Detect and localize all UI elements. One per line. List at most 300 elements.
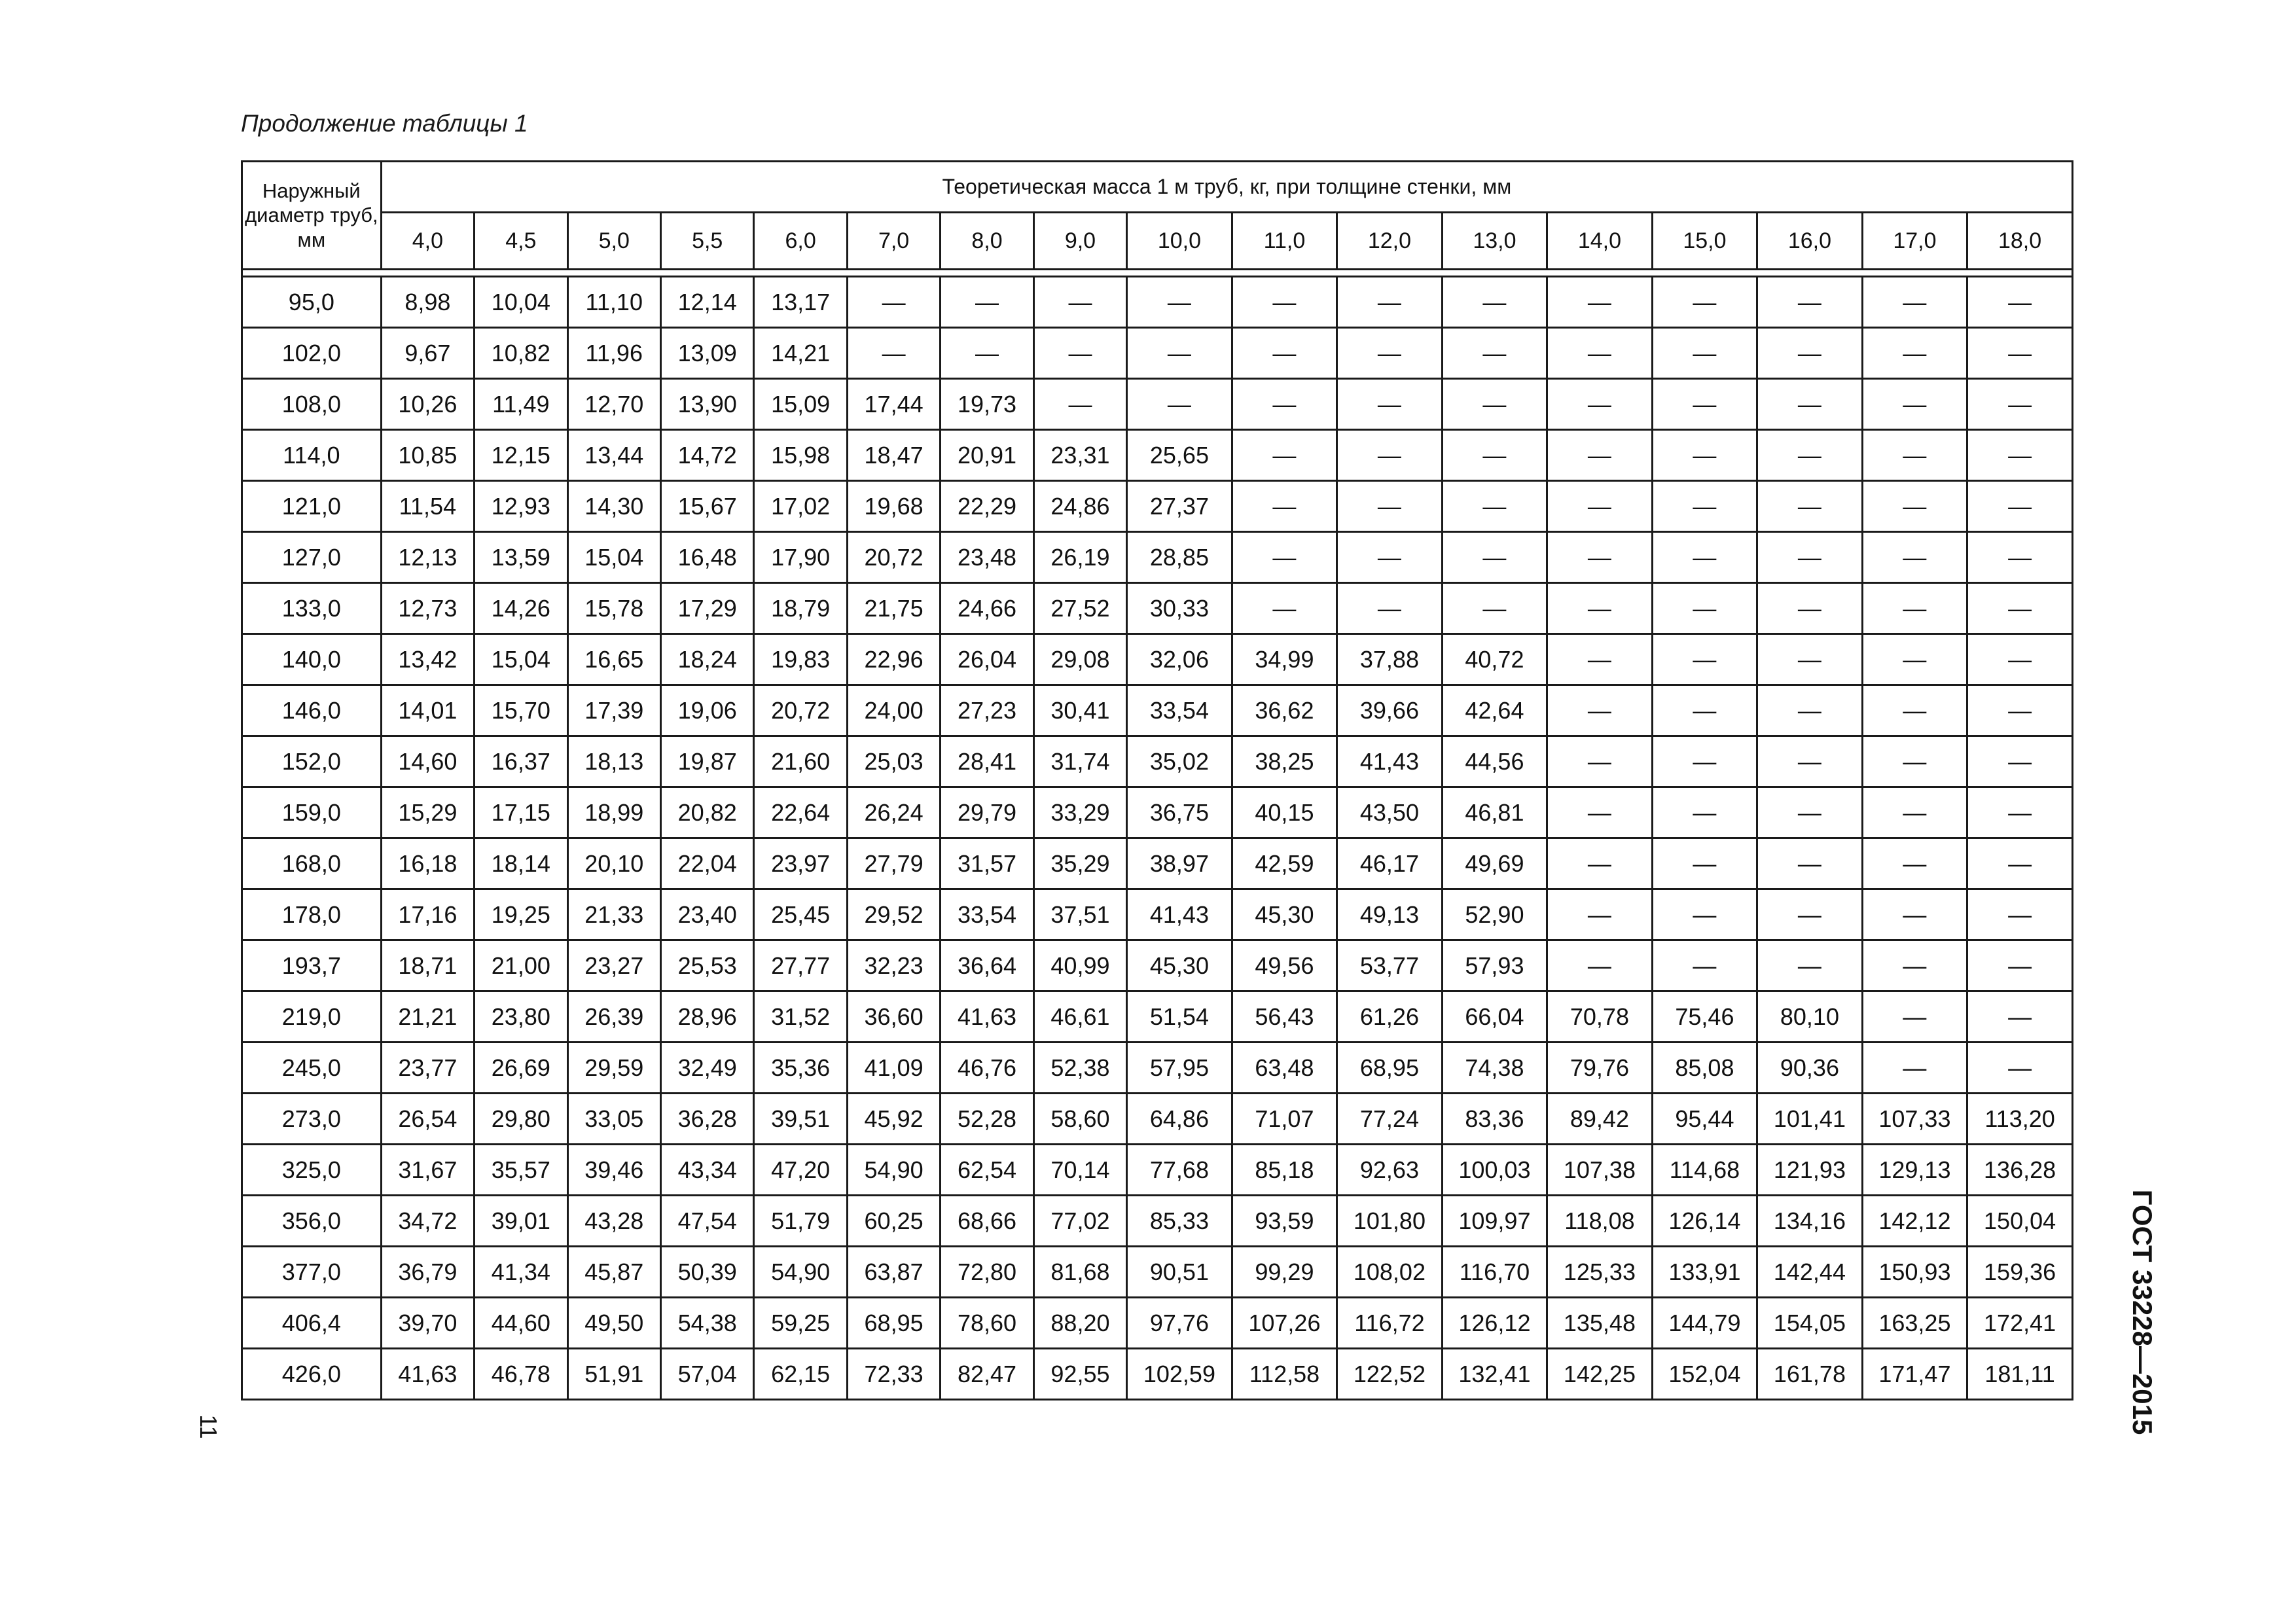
- mass-cell: 132,41: [1442, 1349, 1547, 1400]
- diameter-cell: 95,0: [242, 277, 382, 328]
- table-row: [242, 1094, 2073, 1145]
- mass-cell: 116,72: [1337, 1298, 1443, 1349]
- diameter-cell: 219,0: [242, 991, 382, 1043]
- mass-cell: —: [1862, 481, 1967, 532]
- mass-cell: 36,75: [1127, 787, 1232, 838]
- mass-cell: 52,38: [1033, 1043, 1126, 1094]
- mass-cell: 10,85: [381, 430, 474, 481]
- mass-cell: 15,09: [754, 379, 847, 430]
- diameter-cell: 245,0: [242, 1043, 382, 1094]
- diameter-cell: 102,0: [242, 328, 382, 379]
- table-row: [242, 991, 2073, 1043]
- diameter-cell: 108,0: [242, 379, 382, 430]
- mass-cell: 47,54: [660, 1196, 753, 1247]
- mass-cell: 16,37: [475, 736, 567, 787]
- mass-cell: 28,41: [941, 736, 1033, 787]
- mass-cell: —: [1232, 532, 1337, 583]
- mass-cell: 12,15: [475, 430, 567, 481]
- mass-cell: —: [1127, 328, 1232, 379]
- mass-cell: 23,40: [660, 889, 753, 940]
- mass-cell: 35,57: [475, 1145, 567, 1196]
- mass-cell: —: [1442, 481, 1547, 532]
- mass-cell: 19,73: [941, 379, 1033, 430]
- mass-cell: —: [1442, 328, 1547, 379]
- mass-cell: —: [1967, 1043, 2073, 1094]
- mass-cell: —: [1862, 736, 1967, 787]
- mass-cell: 19,83: [754, 634, 847, 685]
- mass-cell: 20,10: [567, 838, 660, 889]
- table-row: [242, 940, 2073, 991]
- mass-cell: —: [1232, 328, 1337, 379]
- mass-cell: 58,60: [1033, 1094, 1126, 1145]
- mass-cell: —: [1337, 328, 1443, 379]
- mass-cell: —: [1862, 940, 1967, 991]
- mass-cell: —: [941, 277, 1033, 328]
- mass-cell: 62,15: [754, 1349, 847, 1400]
- mass-cell: 46,76: [941, 1043, 1033, 1094]
- mass-cell: 13,44: [567, 430, 660, 481]
- mass-cell: 26,54: [381, 1094, 474, 1145]
- mass-cell: 24,00: [847, 685, 940, 736]
- mass-cell: 20,91: [941, 430, 1033, 481]
- mass-cell: —: [1967, 481, 2073, 532]
- mass-cell: 92,55: [1033, 1349, 1126, 1400]
- mass-cell: 80,10: [1757, 991, 1863, 1043]
- header-thickness-cell: 13,0: [1442, 213, 1547, 270]
- mass-cell: 51,91: [567, 1349, 660, 1400]
- mass-cell: 49,56: [1232, 940, 1337, 991]
- mass-cell: 150,04: [1967, 1196, 2073, 1247]
- mass-cell: —: [1127, 277, 1232, 328]
- mass-cell: —: [1967, 583, 2073, 634]
- mass-cell: 20,72: [754, 685, 847, 736]
- mass-cell: 57,93: [1442, 940, 1547, 991]
- mass-cell: 28,96: [660, 991, 753, 1043]
- mass-cell: —: [1967, 685, 2073, 736]
- mass-cell: —: [1757, 481, 1863, 532]
- mass-cell: 15,04: [567, 532, 660, 583]
- mass-cell: 88,20: [1033, 1298, 1126, 1349]
- mass-cell: 54,90: [847, 1145, 940, 1196]
- mass-cell: 19,87: [660, 736, 753, 787]
- mass-cell: —: [1547, 379, 1653, 430]
- header-thickness-cell: 17,0: [1862, 213, 1967, 270]
- mass-cell: 83,36: [1442, 1094, 1547, 1145]
- mass-cell: 17,02: [754, 481, 847, 532]
- mass-cell: 23,31: [1033, 430, 1126, 481]
- mass-cell: 14,30: [567, 481, 660, 532]
- table-row: [242, 1349, 2073, 1400]
- mass-cell: —: [1547, 430, 1653, 481]
- mass-cell: 77,24: [1337, 1094, 1443, 1145]
- mass-cell: 38,97: [1127, 838, 1232, 889]
- mass-cell: 16,18: [381, 838, 474, 889]
- mass-cell: 15,98: [754, 430, 847, 481]
- mass-cell: —: [1967, 532, 2073, 583]
- mass-cell: 29,79: [941, 787, 1033, 838]
- mass-cell: 46,81: [1442, 787, 1547, 838]
- mass-cell: 23,97: [754, 838, 847, 889]
- mass-cell: 52,28: [941, 1094, 1033, 1145]
- mass-cell: —: [1757, 532, 1863, 583]
- mass-cell: 30,33: [1127, 583, 1232, 634]
- mass-cell: —: [1033, 328, 1126, 379]
- mass-cell: 75,46: [1652, 991, 1757, 1043]
- table-row: [242, 685, 2073, 736]
- mass-cell: —: [1862, 685, 1967, 736]
- mass-cell: —: [1967, 634, 2073, 685]
- mass-cell: 46,61: [1033, 991, 1126, 1043]
- mass-cell: 13,17: [754, 277, 847, 328]
- mass-cell: 16,48: [660, 532, 753, 583]
- standard-designation: ГОСТ 33228—2015: [2127, 1189, 2158, 1435]
- mass-cell: 31,67: [381, 1145, 474, 1196]
- diameter-cell: 325,0: [242, 1145, 382, 1196]
- mass-cell: 40,72: [1442, 634, 1547, 685]
- mass-cell: —: [1967, 889, 2073, 940]
- mass-cell: 24,86: [1033, 481, 1126, 532]
- table-row: [242, 481, 2073, 532]
- mass-cell: 30,41: [1033, 685, 1126, 736]
- mass-cell: 14,21: [754, 328, 847, 379]
- mass-cell: —: [1967, 328, 2073, 379]
- mass-cell: 82,47: [941, 1349, 1033, 1400]
- mass-cell: —: [1652, 838, 1757, 889]
- mass-cell: 126,12: [1442, 1298, 1547, 1349]
- mass-cell: —: [1033, 379, 1126, 430]
- mass-cell: —: [847, 328, 940, 379]
- mass-cell: 109,97: [1442, 1196, 1547, 1247]
- mass-cell: 15,67: [660, 481, 753, 532]
- mass-cell: 68,95: [1337, 1043, 1443, 1094]
- mass-cell: —: [1862, 328, 1967, 379]
- mass-cell: 33,29: [1033, 787, 1126, 838]
- mass-cell: 21,75: [847, 583, 940, 634]
- mass-cell: 41,09: [847, 1043, 940, 1094]
- mass-cell: 21,60: [754, 736, 847, 787]
- mass-cell: —: [1757, 940, 1863, 991]
- mass-cell: —: [1757, 787, 1863, 838]
- mass-cell: 63,48: [1232, 1043, 1337, 1094]
- mass-cell: 18,24: [660, 634, 753, 685]
- mass-cell: 31,52: [754, 991, 847, 1043]
- mass-cell: 154,05: [1757, 1298, 1863, 1349]
- mass-cell: 163,25: [1862, 1298, 1967, 1349]
- page-number-text: 11: [195, 1414, 222, 1439]
- mass-cell: 70,14: [1033, 1145, 1126, 1196]
- mass-cell: 44,56: [1442, 736, 1547, 787]
- mass-cell: 85,33: [1127, 1196, 1232, 1247]
- mass-cell: 49,69: [1442, 838, 1547, 889]
- diameter-cell: 121,0: [242, 481, 382, 532]
- mass-cell: 28,85: [1127, 532, 1232, 583]
- mass-cell: 22,29: [941, 481, 1033, 532]
- diameter-cell: 356,0: [242, 1196, 382, 1247]
- mass-cell: —: [1967, 838, 2073, 889]
- mass-cell: —: [1442, 583, 1547, 634]
- header-thickness-cell: 8,0: [941, 213, 1033, 270]
- mass-cell: 13,90: [660, 379, 753, 430]
- mass-cell: 36,64: [941, 940, 1033, 991]
- mass-cell: —: [1862, 889, 1967, 940]
- mass-cell: 39,66: [1337, 685, 1443, 736]
- header-thickness-cell: 4,5: [475, 213, 567, 270]
- mass-cell: 21,00: [475, 940, 567, 991]
- mass-cell: 18,47: [847, 430, 940, 481]
- mass-cell: 142,44: [1757, 1247, 1863, 1298]
- mass-cell: —: [1757, 328, 1863, 379]
- mass-cell: 42,59: [1232, 838, 1337, 889]
- mass-cell: —: [1337, 481, 1443, 532]
- mass-cell: —: [1757, 736, 1863, 787]
- mass-cell: 66,04: [1442, 991, 1547, 1043]
- mass-cell: 26,69: [475, 1043, 567, 1094]
- mass-cell: 14,01: [381, 685, 474, 736]
- mass-cell: 40,15: [1232, 787, 1337, 838]
- mass-cell: 51,79: [754, 1196, 847, 1247]
- mass-cell: 12,14: [660, 277, 753, 328]
- mass-cell: 41,34: [475, 1247, 567, 1298]
- header-thickness-cell: 5,5: [660, 213, 753, 270]
- mass-cell: 56,43: [1232, 991, 1337, 1043]
- table-row: [242, 634, 2073, 685]
- mass-cell: 60,25: [847, 1196, 940, 1247]
- table-row: [242, 838, 2073, 889]
- mass-cell: 20,72: [847, 532, 940, 583]
- mass-cell: —: [1862, 379, 1967, 430]
- mass-cell: 118,08: [1547, 1196, 1653, 1247]
- mass-cell: 135,48: [1547, 1298, 1653, 1349]
- mass-cell: —: [1757, 583, 1863, 634]
- mass-cell: 121,93: [1757, 1145, 1863, 1196]
- mass-cell: 34,72: [381, 1196, 474, 1247]
- mass-cell: 20,82: [660, 787, 753, 838]
- mass-cell: 142,25: [1547, 1349, 1653, 1400]
- mass-cell: 43,28: [567, 1196, 660, 1247]
- mass-cell: 25,53: [660, 940, 753, 991]
- diameter-cell: 127,0: [242, 532, 382, 583]
- mass-cell: 35,36: [754, 1043, 847, 1094]
- header-thickness-cell: 16,0: [1757, 213, 1863, 270]
- mass-cell: 57,95: [1127, 1043, 1232, 1094]
- mass-cell: 26,19: [1033, 532, 1126, 583]
- mass-cell: 19,06: [660, 685, 753, 736]
- mass-cell: 159,36: [1967, 1247, 2073, 1298]
- mass-cell: —: [1652, 277, 1757, 328]
- mass-cell: 42,64: [1442, 685, 1547, 736]
- header-thickness-cell: 7,0: [847, 213, 940, 270]
- mass-cell: —: [1547, 685, 1653, 736]
- mass-cell: —: [1547, 787, 1653, 838]
- mass-cell: 68,66: [941, 1196, 1033, 1247]
- mass-cell: 126,14: [1652, 1196, 1757, 1247]
- mass-cell: 19,25: [475, 889, 567, 940]
- mass-cell: 45,30: [1232, 889, 1337, 940]
- mass-cell: 63,87: [847, 1247, 940, 1298]
- mass-cell: —: [1967, 991, 2073, 1043]
- table-row: [242, 379, 2073, 430]
- mass-cell: —: [1547, 583, 1653, 634]
- mass-cell: —: [1652, 736, 1757, 787]
- mass-cell: 29,80: [475, 1094, 567, 1145]
- diameter-cell: 193,7: [242, 940, 382, 991]
- mass-cell: 26,24: [847, 787, 940, 838]
- mass-cell: 10,26: [381, 379, 474, 430]
- mass-cell: 9,67: [381, 328, 474, 379]
- mass-cell: —: [1232, 481, 1337, 532]
- mass-cell: 32,23: [847, 940, 940, 991]
- pipe-mass-table: [241, 160, 2073, 1400]
- mass-cell: 39,46: [567, 1145, 660, 1196]
- mass-cell: 50,39: [660, 1247, 753, 1298]
- mass-cell: 33,54: [1127, 685, 1232, 736]
- table-row: [242, 583, 2073, 634]
- mass-cell: —: [1547, 889, 1653, 940]
- mass-cell: 39,01: [475, 1196, 567, 1247]
- mass-cell: 12,73: [381, 583, 474, 634]
- mass-cell: 33,05: [567, 1094, 660, 1145]
- header-thickness-cell: 4,0: [381, 213, 474, 270]
- mass-cell: —: [1757, 838, 1863, 889]
- mass-cell: 49,50: [567, 1298, 660, 1349]
- mass-cell: 32,06: [1127, 634, 1232, 685]
- mass-cell: 57,04: [660, 1349, 753, 1400]
- header-thickness-cell: 18,0: [1967, 213, 2073, 270]
- mass-cell: 35,02: [1127, 736, 1232, 787]
- mass-cell: 22,64: [754, 787, 847, 838]
- mass-cell: 71,07: [1232, 1094, 1337, 1145]
- mass-cell: 85,18: [1232, 1145, 1337, 1196]
- header-outer-diameter: Наружный диаметр труб, мм: [242, 162, 382, 270]
- mass-cell: 90,36: [1757, 1043, 1863, 1094]
- mass-cell: 142,12: [1862, 1196, 1967, 1247]
- mass-cell: 22,96: [847, 634, 940, 685]
- mass-cell: 134,16: [1757, 1196, 1863, 1247]
- mass-cell: 21,33: [567, 889, 660, 940]
- mass-cell: 16,65: [567, 634, 660, 685]
- mass-cell: —: [1337, 379, 1443, 430]
- header-thickness-cell: 9,0: [1033, 213, 1126, 270]
- mass-cell: —: [1337, 583, 1443, 634]
- header-thickness-cell: 6,0: [754, 213, 847, 270]
- mass-cell: 89,42: [1547, 1094, 1653, 1145]
- mass-cell: 15,29: [381, 787, 474, 838]
- diameter-cell: 406,4: [242, 1298, 382, 1349]
- mass-cell: 15,70: [475, 685, 567, 736]
- mass-cell: 25,03: [847, 736, 940, 787]
- mass-cell: 85,08: [1652, 1043, 1757, 1094]
- mass-cell: 107,38: [1547, 1145, 1653, 1196]
- mass-cell: —: [1757, 277, 1863, 328]
- mass-cell: 12,93: [475, 481, 567, 532]
- mass-cell: 54,38: [660, 1298, 753, 1349]
- diameter-cell: 146,0: [242, 685, 382, 736]
- mass-cell: —: [1862, 583, 1967, 634]
- diameter-cell: 426,0: [242, 1349, 382, 1400]
- mass-cell: —: [1652, 481, 1757, 532]
- mass-cell: 23,48: [941, 532, 1033, 583]
- table-row: [242, 1247, 2073, 1298]
- mass-cell: 133,91: [1652, 1247, 1757, 1298]
- mass-cell: 53,77: [1337, 940, 1443, 991]
- mass-cell: —: [1652, 787, 1757, 838]
- mass-cell: 61,26: [1337, 991, 1443, 1043]
- mass-cell: —: [1862, 787, 1967, 838]
- mass-cell: 17,39: [567, 685, 660, 736]
- mass-cell: 54,90: [754, 1247, 847, 1298]
- mass-cell: 17,15: [475, 787, 567, 838]
- side-standard-title: [2127, 1191, 2157, 1433]
- header-separator: [242, 270, 2073, 277]
- mass-cell: 79,76: [1547, 1043, 1653, 1094]
- mass-cell: 116,70: [1442, 1247, 1547, 1298]
- mass-cell: —: [1862, 838, 1967, 889]
- mass-cell: —: [1967, 736, 2073, 787]
- mass-cell: —: [1232, 277, 1337, 328]
- mass-cell: 13,42: [381, 634, 474, 685]
- mass-cell: 144,79: [1652, 1298, 1757, 1349]
- mass-cell: 95,44: [1652, 1094, 1757, 1145]
- mass-cell: 108,02: [1337, 1247, 1443, 1298]
- header-theoretical-mass: Теоретическая масса 1 м труб, кг, при толщине стенки, мм: [381, 162, 2072, 213]
- mass-cell: 125,33: [1547, 1247, 1653, 1298]
- mass-cell: 47,20: [754, 1145, 847, 1196]
- mass-cell: 72,80: [941, 1247, 1033, 1298]
- mass-cell: 18,79: [754, 583, 847, 634]
- mass-cell: 81,68: [1033, 1247, 1126, 1298]
- mass-cell: 23,80: [475, 991, 567, 1043]
- mass-cell: 74,38: [1442, 1043, 1547, 1094]
- mass-cell: 45,87: [567, 1247, 660, 1298]
- mass-cell: —: [1862, 277, 1967, 328]
- mass-cell: —: [1652, 430, 1757, 481]
- table-row: [242, 328, 2073, 379]
- mass-cell: 31,74: [1033, 736, 1126, 787]
- mass-cell: —: [1547, 736, 1653, 787]
- mass-cell: —: [1232, 430, 1337, 481]
- table-row: [242, 1196, 2073, 1247]
- mass-cell: —: [1547, 328, 1653, 379]
- mass-cell: 64,86: [1127, 1094, 1232, 1145]
- table-row: [242, 787, 2073, 838]
- mass-cell: —: [941, 328, 1033, 379]
- mass-cell: 36,60: [847, 991, 940, 1043]
- mass-cell: 70,78: [1547, 991, 1653, 1043]
- table-header: [242, 162, 2073, 277]
- table-row: [242, 532, 2073, 583]
- mass-cell: —: [1652, 889, 1757, 940]
- mass-cell: 102,59: [1127, 1349, 1232, 1400]
- header-thickness-cell: 15,0: [1652, 213, 1757, 270]
- mass-cell: 17,16: [381, 889, 474, 940]
- mass-cell: 10,82: [475, 328, 567, 379]
- mass-cell: 17,29: [660, 583, 753, 634]
- mass-cell: 11,10: [567, 277, 660, 328]
- mass-cell: 129,13: [1862, 1145, 1967, 1196]
- diameter-cell: 377,0: [242, 1247, 382, 1298]
- mass-cell: 114,68: [1652, 1145, 1757, 1196]
- mass-cell: —: [1757, 889, 1863, 940]
- mass-cell: 25,65: [1127, 430, 1232, 481]
- diameter-cell: 159,0: [242, 787, 382, 838]
- table-row: [242, 1145, 2073, 1196]
- mass-cell: —: [1757, 430, 1863, 481]
- mass-cell: 18,71: [381, 940, 474, 991]
- mass-cell: 92,63: [1337, 1145, 1443, 1196]
- mass-cell: 40,99: [1033, 940, 1126, 991]
- mass-cell: —: [1652, 685, 1757, 736]
- mass-cell: 18,13: [567, 736, 660, 787]
